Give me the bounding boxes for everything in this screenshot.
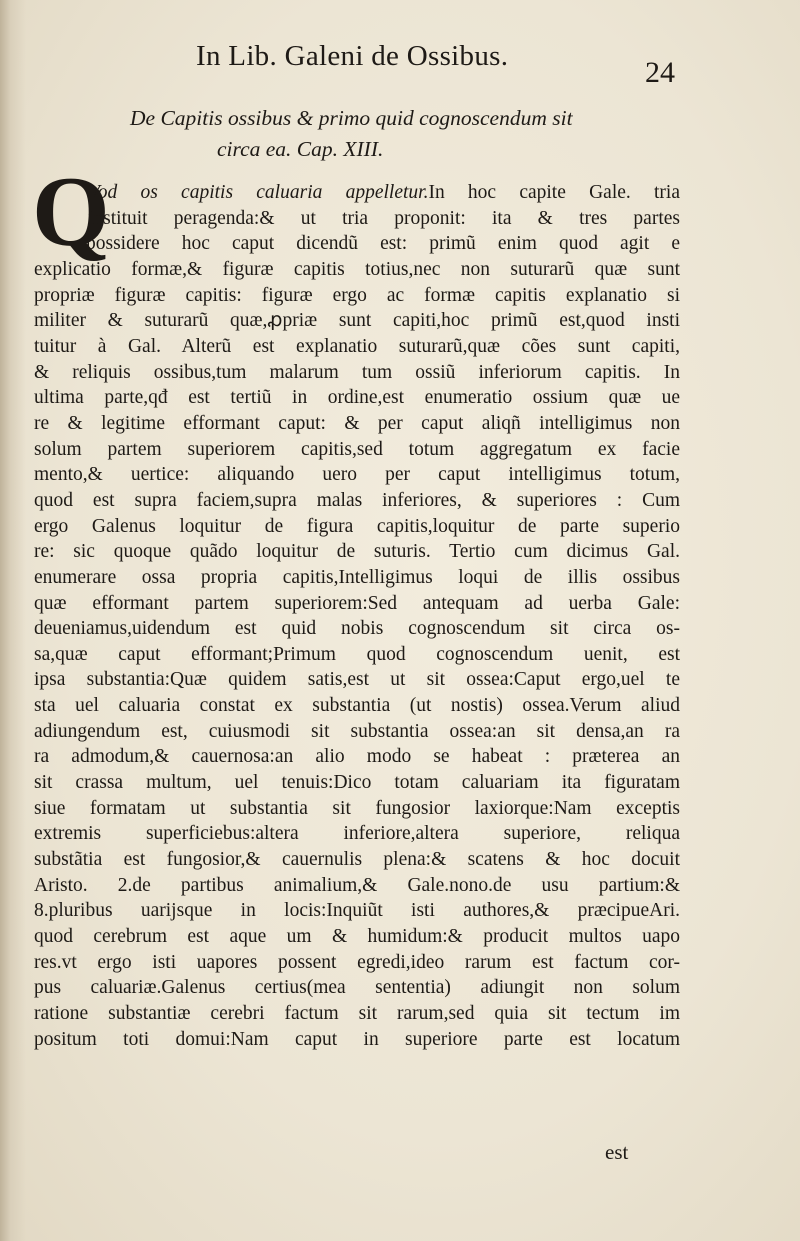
body-text: [34, 180, 680, 1052]
body-line: res.vt ergo isti uapores possent egredi,ideo rarum est factum cor-: [34, 951, 680, 973]
body-line: ra admodum,& cauernosa:an alio modo se habeat : præterea an: [34, 746, 680, 768]
body-line: re: sic quoque quãdo loquitur de suturis. Tertio cum dicimus Gal.: [34, 541, 680, 563]
body-line: adiungendum est, cuiusmodi sit substantia ossea:an sit densa,an ra: [34, 720, 680, 742]
body-line-1: In hoc capite Gale. tria: [428, 182, 680, 203]
drop-cap-initial: Q: [32, 156, 110, 267]
body-line: & reliquis ossibus,tum malarum tum ossiũ inferiorum capitis. In: [34, 361, 680, 383]
body-line: mento,& uertice: aliquando uero per caput intelligimus totum,: [34, 464, 680, 486]
body-line: explicatio formæ,& figuræ capitis totius,nec non suturarũ quæ sunt: [34, 258, 680, 280]
body-line: substãtia est fungosior,& cauernulis plena:& scatens & hoc docuit: [34, 849, 680, 871]
body-line: tuitur à Gal. Alterũ est explanatio suturarũ,quæ cões sunt capiti,: [34, 335, 680, 357]
body-line: sta uel caluaria constat ex substantia (ut nostis) ossea.Verum aliud: [34, 695, 680, 717]
body-line: Aristo. 2.de partibus animalium,& Gale.nono.de usu partium:&: [34, 874, 680, 896]
body-line: quod est supra faciem,supra malas inferiores, & superiores : Cum: [34, 489, 680, 511]
page-number: 24: [645, 56, 675, 89]
body-line: 8.pluribus uarijsque in locis:Inquiũt isti authores,& præcipueAri.: [34, 900, 680, 922]
body-line-first: [34, 180, 680, 206]
body-line: sa,quæ caput efformant;Primum quod cognoscendum uenit, est: [34, 643, 680, 665]
body-line: siue formatam ut substantia sit fungosior laxiorque:Nam exceptis: [34, 797, 680, 819]
body-line: possidere hoc caput dicendũ est: primũ enim quod agit e: [86, 233, 680, 255]
catchword: est: [605, 1140, 629, 1164]
body-line: propriæ figuræ capitis: figuræ ergo ac formæ capitis explanatio si: [34, 284, 680, 306]
chapter-title-line-2: circa ea. Cap. XIII.: [217, 137, 384, 161]
chapter-title-line-1: De Capitis ossibus & primo quid cognoscendum sit: [130, 106, 573, 130]
body-line: solum partem superiorem capitis,sed totum aggregatum ex facie: [34, 438, 680, 460]
body-line: extremis superficiebus:altera inferiore,altera superiore, reliqua: [34, 823, 680, 845]
body-line: ipsa substantia:Quæ quidem satis,est ut sit ossea:Caput ergo,uel te: [34, 669, 680, 691]
body-line: re & legitime efformant caput: & per caput aliqñ intelligimus non: [34, 412, 680, 434]
body-line: quod cerebrum est aque um & humidum:& producit multos uapo: [34, 926, 680, 948]
body-line: pus caluariæ.Galenus certius(mea sententia) adiungit non solum: [34, 977, 680, 999]
body-line: deueniamus,uidendum est quid nobis cognoscendum sit circa os-: [34, 618, 680, 640]
running-head: In Lib. Galeni de Ossibus.: [196, 40, 509, 72]
body-line: ratione substantiæ cerebri factum sit rarum,sed quia sit tectum im: [34, 1003, 680, 1024]
body-line: positum toti domui:Nam caput in superiore parte est locatum: [34, 1028, 680, 1050]
body-line: ergo Galenus loquitur de figura capitis,loquitur de parte superio: [34, 515, 680, 537]
body-line: quæ efformant partem superiorem:Sed antequam ad uerba Gale:: [34, 592, 680, 614]
body-line: sit crassa multum, uel tenuis:Dico totam caluariam ita figuratam: [34, 772, 680, 794]
body-line: militer & suturarũ quæ,ꝓpriæ sunt capiti,hoc primũ est,quod insti: [34, 310, 680, 332]
chapter-heading: [100, 103, 700, 165]
body-line: ultima parte,qđ est tertiũ in ordine,est enumeratio ossium quæ ue: [34, 387, 680, 409]
page-gutter-shadow: [0, 0, 26, 1241]
body-line: enumerare ossa propria capitis,Intelligimus loqui de illis ossibus: [34, 566, 680, 588]
body-line: instituit peragenda:& ut tria proponit: ita & tres partes: [88, 207, 680, 229]
opening-phrase: Vod os capitis caluaria appelletur.: [88, 182, 429, 203]
